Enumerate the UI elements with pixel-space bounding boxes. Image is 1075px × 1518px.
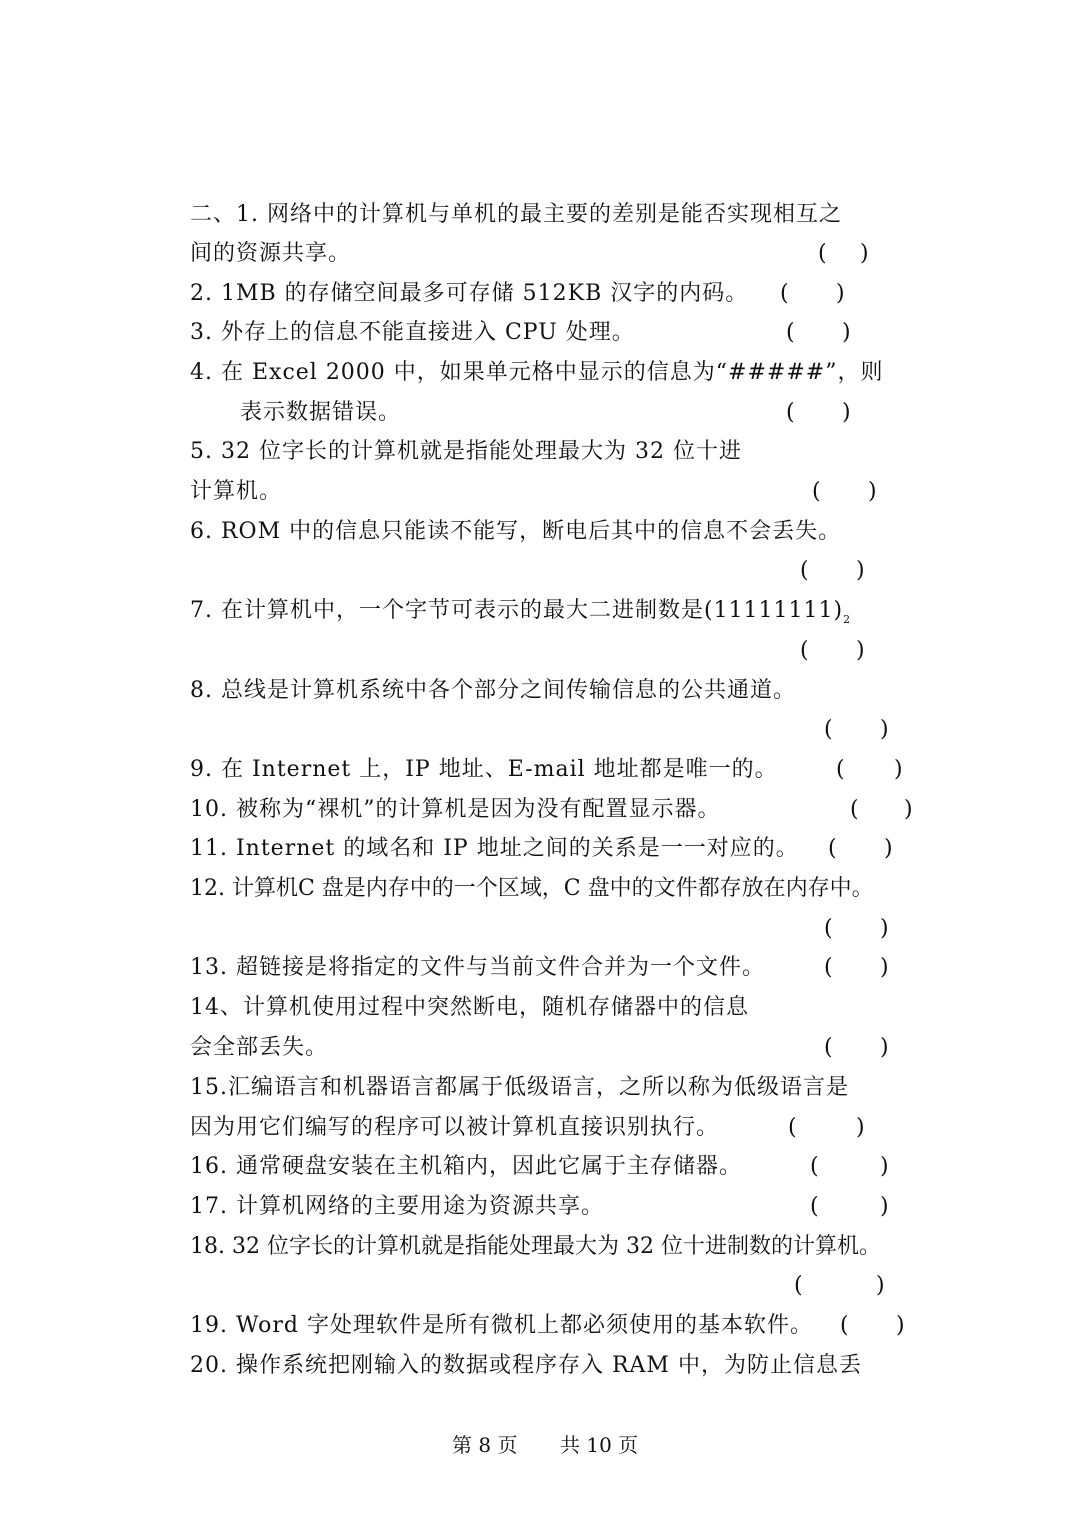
answer-paren-open: ( xyxy=(850,797,859,822)
answer-paren-close: ) xyxy=(860,241,869,266)
question-17: 17. 计算机网络的主要用途为资源共享。 xyxy=(190,1194,604,1219)
answer-paren-open: ( xyxy=(788,1115,797,1140)
answer-paren-close: ) xyxy=(880,1154,889,1179)
answer-paren-open: ( xyxy=(836,757,845,782)
question-20: 20. 操作系统把刚输入的数据或程序存入 RAM 中，为防止信息丢 xyxy=(190,1353,862,1378)
answer-paren-open: ( xyxy=(794,1273,803,1298)
question-1-line-2: 间的资源共享。 xyxy=(190,241,352,266)
answer-paren-close: ) xyxy=(856,1115,865,1140)
question-11: 11. Internet 的域名和 IP 地址之间的关系是一一对应的。 xyxy=(190,836,799,861)
footer-page-number: 第 8 页 xyxy=(452,1433,518,1457)
question-14-line-2: 会全部丢失。 xyxy=(190,1035,329,1060)
question-14-line-1: 14、计算机使用过程中突然断电，随机存储器中的信息 xyxy=(190,995,749,1020)
question-19: 19. Word 字处理软件是所有微机上都必须使用的基本软件。 xyxy=(190,1313,813,1338)
answer-paren-open: ( xyxy=(824,916,833,941)
answer-paren-open: ( xyxy=(824,1035,833,1060)
question-10: 10. 被称为“裸机”的计算机是因为没有配置显示器。 xyxy=(190,797,721,822)
answer-paren-close: ) xyxy=(880,955,889,980)
answer-paren-close: ) xyxy=(842,400,851,425)
question-4-line-2: 表示数据错误。 xyxy=(240,400,402,425)
answer-paren-close: ) xyxy=(880,916,889,941)
answer-paren-close: ) xyxy=(842,320,851,345)
answer-paren-open: ( xyxy=(786,400,795,425)
answer-paren-open: ( xyxy=(824,717,833,742)
question-5-line-1: 5. 32 位字长的计算机就是指能处理最大为 32 位十进 xyxy=(190,439,742,464)
question-3: 3. 外存上的信息不能直接进入 CPU 处理。 xyxy=(190,320,635,345)
answer-paren-close: ) xyxy=(880,1194,889,1219)
question-18: 18. 32 位字长的计算机就是指能处理最大为 32 位十进制数的计算机。 xyxy=(190,1234,881,1259)
answer-paren-close: ) xyxy=(896,1313,905,1338)
answer-paren-open: ( xyxy=(828,836,837,861)
answer-paren-open: ( xyxy=(840,1313,849,1338)
question-8: 8. 总线是计算机系统中各个部分之间传输信息的公共通道。 xyxy=(190,678,796,703)
question-12: 12. 计算机C 盘是内存中的一个区域，C 盘中的文件都存放在内存中。 xyxy=(190,876,874,901)
question-6: 6. ROM 中的信息只能读不能写，断电后其中的信息不会丢失。 xyxy=(190,519,842,544)
question-15-line-1: 15.汇编语言和机器语言都属于低级语言，之所以称为低级语言是 xyxy=(190,1075,849,1100)
answer-paren-open: ( xyxy=(780,281,789,306)
base-subscript: 2 xyxy=(843,613,852,626)
answer-paren-close: ) xyxy=(880,1035,889,1060)
question-7-text: 7. 在计算机中，一个字节可表示的最大二进制数是(11111111) xyxy=(190,598,844,623)
question-13: 13. 超链接是将指定的文件与当前文件合并为一个文件。 xyxy=(190,955,765,980)
answer-paren-close: ) xyxy=(876,1273,885,1298)
question-7 xyxy=(190,596,851,635)
answer-paren-open: ( xyxy=(800,558,809,583)
answer-paren-close: ) xyxy=(856,558,865,583)
question-5-line-2: 计算机。 xyxy=(190,479,283,504)
answer-paren-open: ( xyxy=(818,241,827,266)
answer-paren-open: ( xyxy=(824,955,833,980)
answer-paren-close: ) xyxy=(856,638,865,663)
answer-paren-open: ( xyxy=(810,1194,819,1219)
answer-paren-close: ) xyxy=(880,717,889,742)
answer-paren-open: ( xyxy=(800,638,809,663)
answer-paren-close: ) xyxy=(884,836,893,861)
answer-paren-close: ) xyxy=(904,797,913,822)
answer-paren-close: ) xyxy=(894,757,903,782)
question-1-line-1: 二、1. 网络中的计算机与单机的最主要的差别是能否实现相互之 xyxy=(190,202,842,227)
question-9: 9. 在 Internet 上，IP 地址、E-mail 地址都是唯一的。 xyxy=(190,757,778,782)
answer-paren-close: ) xyxy=(836,281,845,306)
question-16: 16. 通常硬盘安装在主机箱内，因此它属于主存储器。 xyxy=(190,1154,742,1179)
question-2: 2. 1MB 的存储空间最多可存储 512KB 汉字的内码。 xyxy=(190,281,749,306)
answer-paren-open: ( xyxy=(812,479,821,504)
footer-total-pages: 共 10 页 xyxy=(560,1433,639,1457)
answer-paren-close: ) xyxy=(868,479,877,504)
question-4-line-1: 4. 在 Excel 2000 中，如果单元格中显示的信息为“#####”，则 xyxy=(190,360,884,385)
question-15-line-2: 因为用它们编写的程序可以被计算机直接识别执行。 xyxy=(190,1115,720,1140)
answer-paren-open: ( xyxy=(786,320,795,345)
answer-paren-open: ( xyxy=(810,1154,819,1179)
